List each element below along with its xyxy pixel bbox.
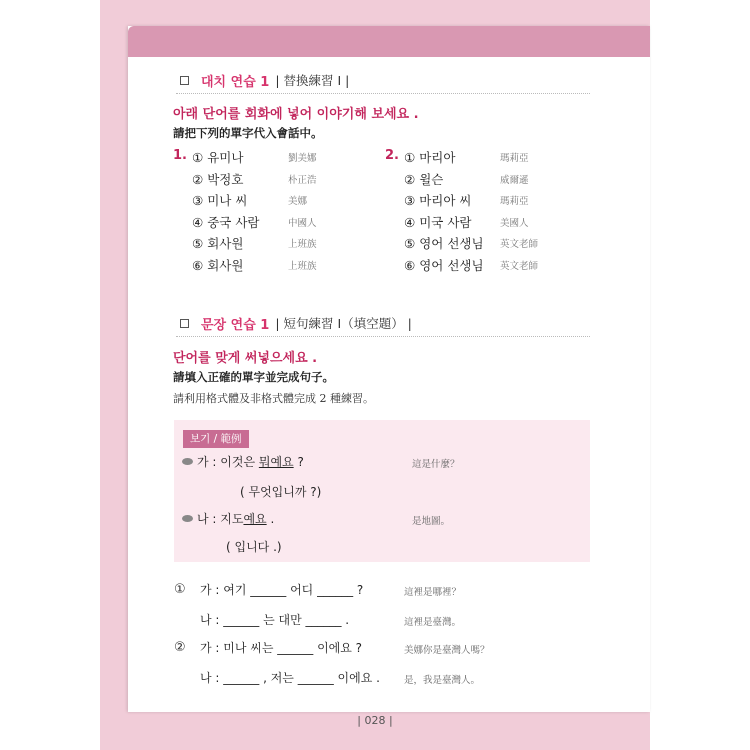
example-answer: 뭐예요 <box>258 455 294 469</box>
section1-instruction-ko: 아래 단어를 회화에 넣어 이야기해 보세요 . <box>173 107 419 122</box>
section2-instruction-ko: 단어를 맞게 써넣으세요 . <box>173 351 318 366</box>
question-line <box>174 639 362 656</box>
item-mark: ⑤ <box>404 236 416 251</box>
question-translation: 美娜你是臺灣人嗎？ <box>404 645 490 656</box>
word-chinese: 瑪莉亞 <box>500 196 529 207</box>
word-chinese: 瑪莉亞 <box>500 153 529 164</box>
example-line-4: ( 입니다 .) <box>226 540 282 554</box>
word-chinese: 英文老師 <box>500 239 539 250</box>
question-line <box>174 669 380 686</box>
section2-instruction-zh2: 請利用格式體及非格式體完成 2 種練習。 <box>173 392 374 405</box>
word-korean-wrap <box>404 234 500 252</box>
word-item <box>404 233 538 253</box>
word-item <box>404 255 538 275</box>
question-translation: 這裡是臺灣。 <box>404 617 462 628</box>
word-korean: 마리아 <box>419 150 456 165</box>
word-korean-wrap <box>192 170 288 188</box>
word-chinese: 上班族 <box>288 260 317 272</box>
example-text: . <box>266 511 275 526</box>
example-translation-1: 這是什麼？ <box>412 459 460 470</box>
section1-header <box>180 70 349 90</box>
word-chinese: 中國人 <box>288 217 317 229</box>
word-chinese: 威爾遜 <box>500 174 529 186</box>
word-chinese: 上班族 <box>288 239 317 250</box>
item-mark: ⑥ <box>404 257 416 273</box>
word-korean-wrap <box>192 191 288 209</box>
question-text: 나 : ______ 는 대만 ______ . <box>200 613 350 627</box>
section2-header <box>180 313 412 333</box>
question-line <box>174 581 363 598</box>
word-item <box>404 147 529 167</box>
word-item <box>192 169 317 189</box>
item-mark: ② <box>404 171 416 187</box>
word-chinese: 美娜 <box>288 196 308 207</box>
item-mark: ⑥ <box>192 257 204 273</box>
word-item <box>404 169 529 189</box>
item-mark: ① <box>404 150 416 165</box>
word-korean: 미나 씨 <box>207 193 248 208</box>
word-chinese: 朴正浩 <box>288 174 317 186</box>
group-number: 1. <box>173 148 187 163</box>
item-mark: ④ <box>192 214 204 230</box>
word-korean-wrap <box>192 213 288 231</box>
item-mark: ③ <box>192 193 204 208</box>
section1-title: 대치 연습 1 <box>201 74 270 90</box>
section2-instruction-zh: 請填入正確的單字並完成句子。 <box>173 370 334 384</box>
word-item <box>192 147 317 167</box>
group-number: 2. <box>385 148 399 163</box>
question-text: 가 : 미나 씨는 ______ 이에요 ? <box>200 641 363 655</box>
item-mark: ① <box>192 150 204 165</box>
question-line <box>174 611 349 628</box>
header-band <box>128 26 650 57</box>
example-label: 보기 / 範例 <box>183 430 249 448</box>
word-item <box>404 212 529 232</box>
example-answer: 예요 <box>243 512 267 526</box>
question-translation: 是，我是臺灣人。 <box>404 675 481 686</box>
word-item <box>192 255 317 275</box>
word-chinese: 劉美娜 <box>288 153 317 164</box>
word-korean: 마리아 씨 <box>419 193 472 208</box>
example-text: 나 : 지도 <box>197 512 244 526</box>
checkbox-icon <box>180 76 189 85</box>
word-korean: 박정호 <box>207 171 244 187</box>
question-mark: ① <box>174 582 186 597</box>
word-korean: 윌슨 <box>419 171 444 187</box>
word-item <box>192 233 317 253</box>
word-korean-wrap <box>404 148 500 166</box>
section2-title: 문장 연습 1 <box>201 317 270 333</box>
word-chinese: 美國人 <box>500 217 529 229</box>
word-item <box>404 190 529 210</box>
word-chinese: 英文老師 <box>500 260 539 272</box>
question-translation: 這裡是哪裡？ <box>404 587 462 598</box>
word-korean-wrap <box>404 191 500 209</box>
word-korean: 회사원 <box>207 257 244 273</box>
word-korean-wrap <box>404 170 500 188</box>
divider <box>176 93 590 95</box>
section1-instruction-zh: 請把下列的單字代入會話中。 <box>173 126 323 140</box>
example-line-2: ( 무엇입니까 ?) <box>240 485 322 499</box>
item-mark: ⑤ <box>192 236 204 251</box>
word-korean: 영어 선생님 <box>419 236 484 251</box>
divider <box>176 336 590 338</box>
word-item <box>192 212 317 232</box>
word-item <box>192 190 307 210</box>
word-korean: 미국 사람 <box>419 214 472 230</box>
word-korean-wrap <box>404 213 500 231</box>
word-korean-wrap <box>192 234 288 252</box>
question-text: 나 : ______ , 저는 ______ 이에요 . <box>200 671 380 685</box>
speech-bubble-icon <box>182 515 193 522</box>
example-line-1 <box>182 453 304 470</box>
example-text: 가 : 이것은 <box>197 455 259 469</box>
word-korean: 회사원 <box>207 236 244 251</box>
checkbox-icon <box>180 319 189 328</box>
item-mark: ③ <box>404 193 416 208</box>
item-mark: ② <box>192 171 204 187</box>
word-korean: 영어 선생님 <box>419 257 484 273</box>
question-mark: ② <box>174 640 186 655</box>
example-translation-2: 是地圖。 <box>412 516 451 527</box>
item-mark: ④ <box>404 214 416 230</box>
word-korean-wrap <box>192 148 288 166</box>
word-korean: 중국 사람 <box>207 214 260 230</box>
page-number: | 028 | <box>357 714 393 727</box>
example-text: ? <box>293 454 304 469</box>
word-korean-wrap <box>192 256 288 274</box>
example-line-3 <box>182 510 274 527</box>
word-korean-wrap <box>404 256 500 274</box>
question-text: 가 : 여기 ______ 어디 ______ ? <box>200 583 364 597</box>
section2-subtitle: | 短句練習 I（填空題） | <box>275 316 412 331</box>
word-korean: 유미나 <box>207 150 244 165</box>
section1-subtitle: | 替換練習 I | <box>275 73 350 88</box>
speech-bubble-icon <box>182 458 193 465</box>
